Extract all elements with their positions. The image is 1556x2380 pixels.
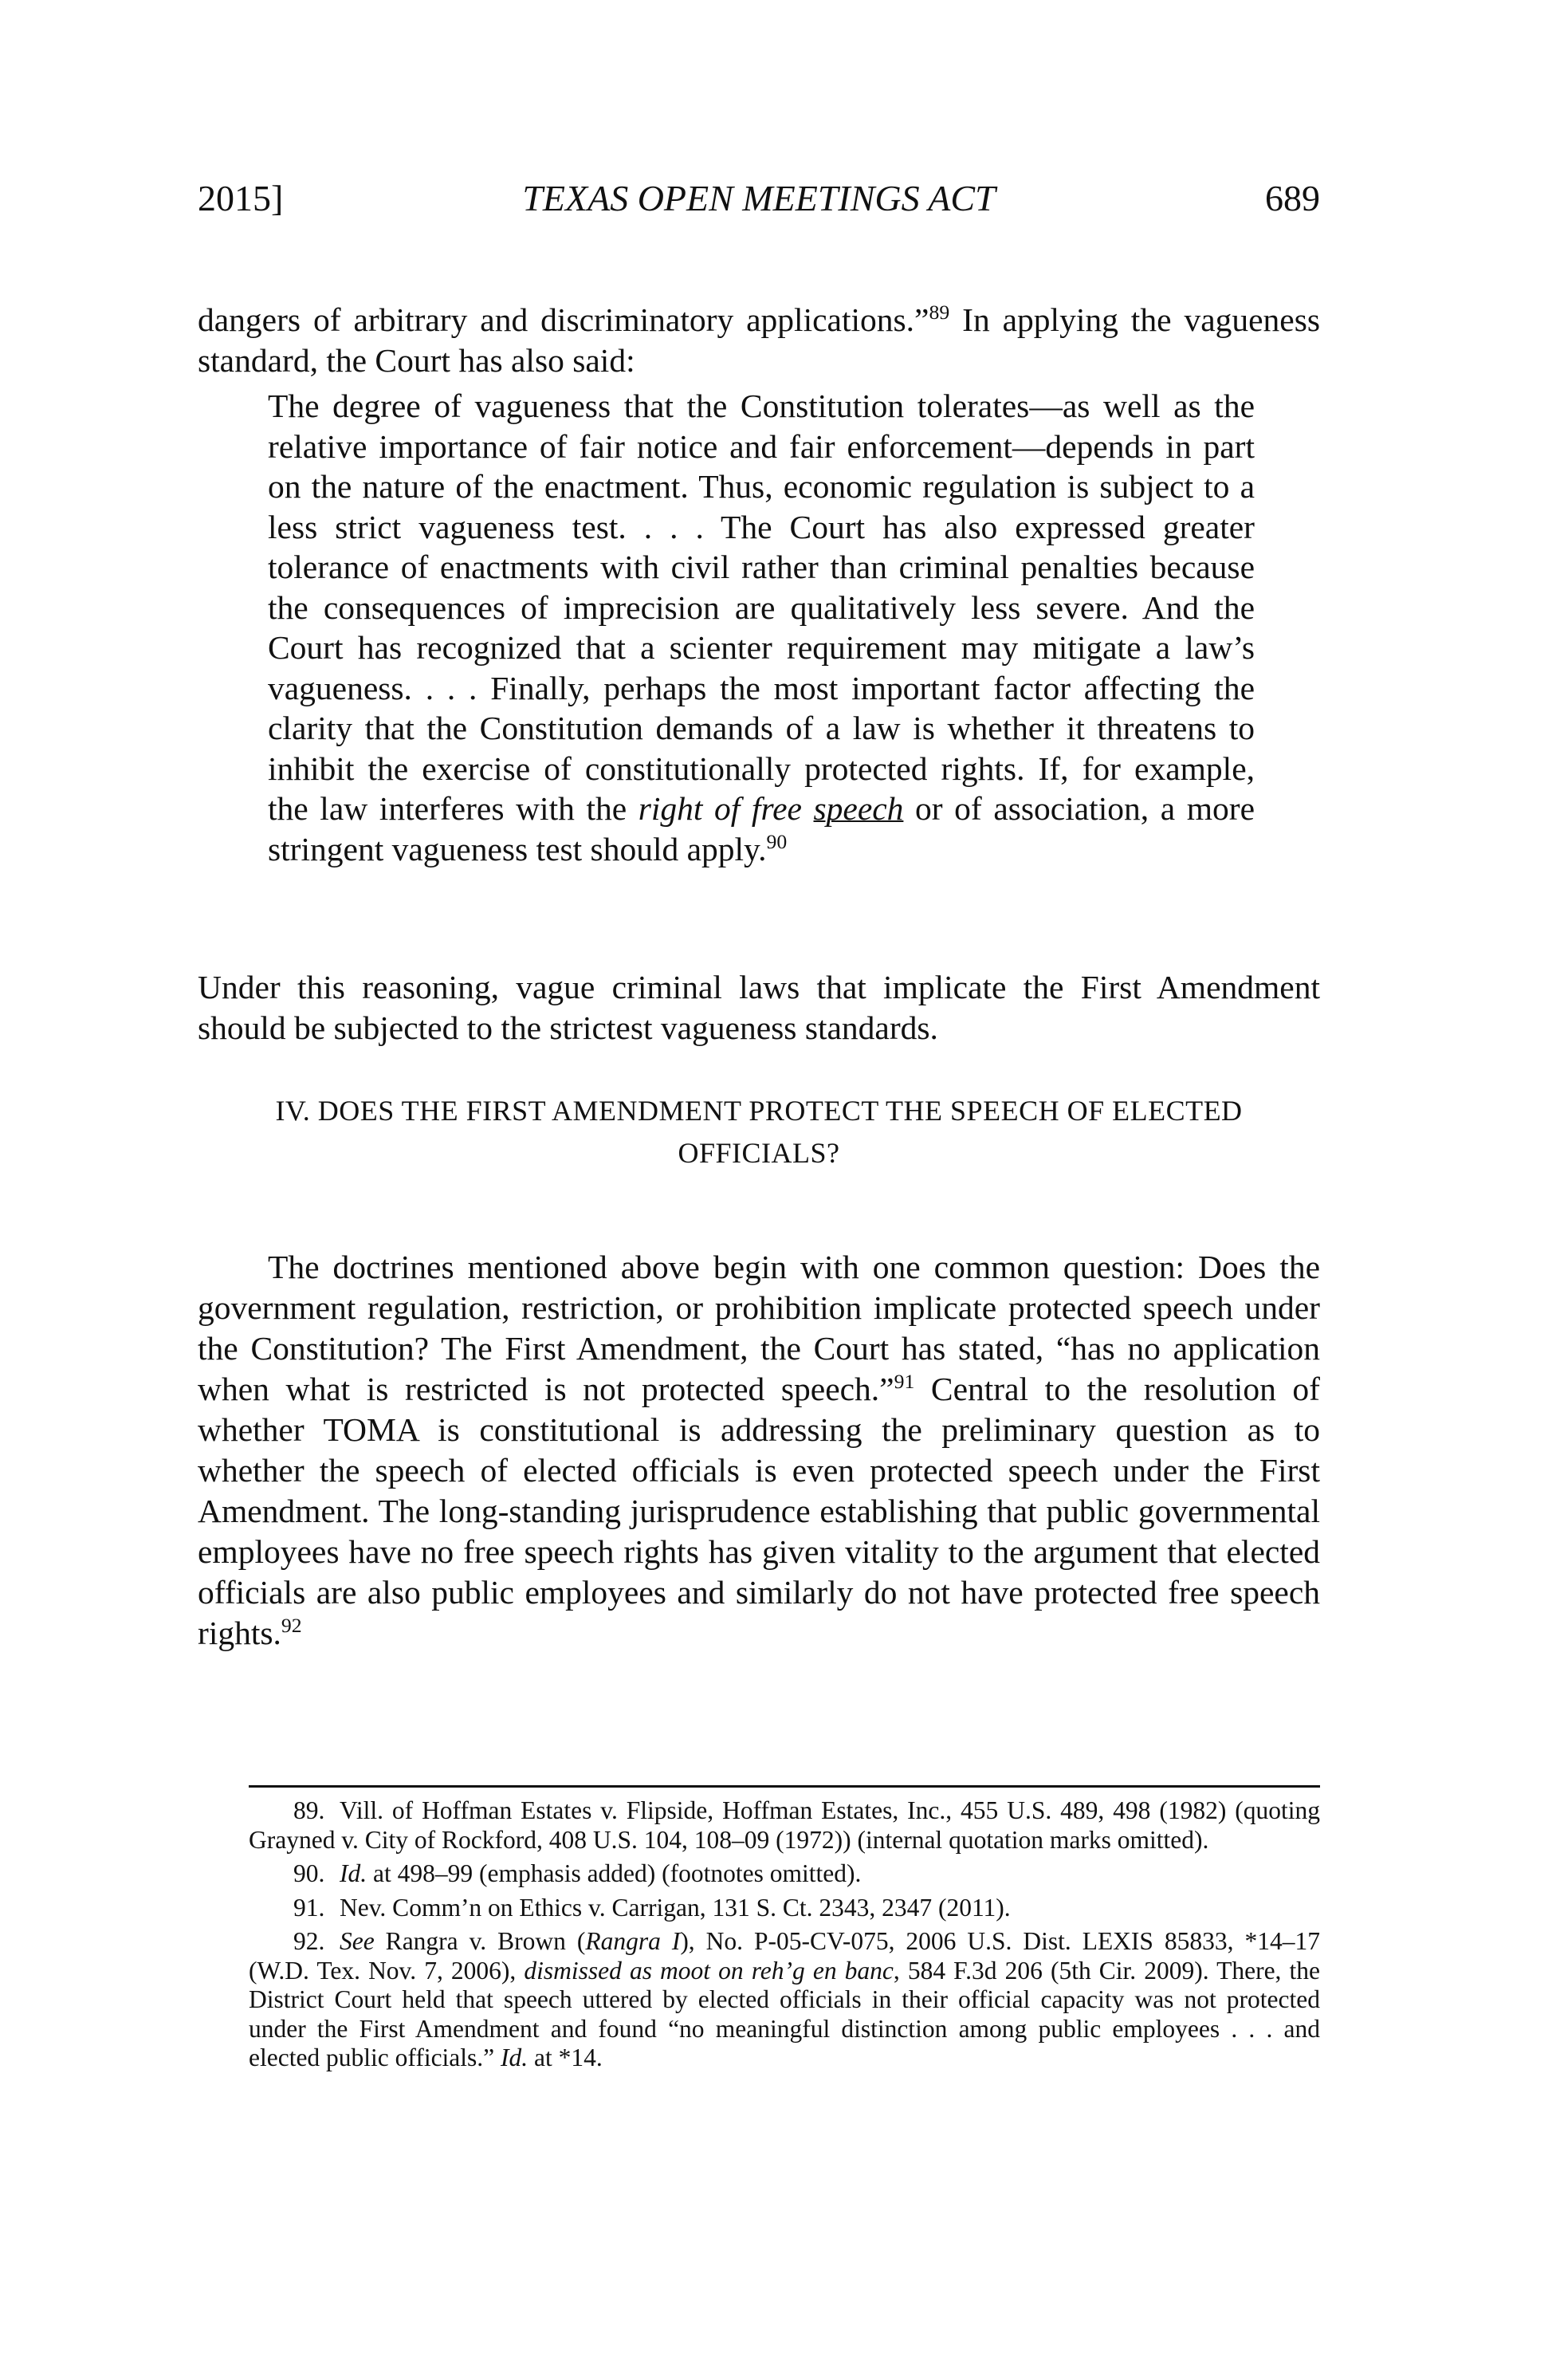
footnote-number: 90. <box>293 1859 325 1887</box>
footnote-text: , 584 F.3d 206 (5th Cir. 2009). There, the District Court held that speech uttered by elected officials in their official capacity was not protected under the First Amendment and found “no meaningful distinction among public employees . . . and elected public officials.” <box>249 1956 1320 2071</box>
footnote-ref-90: 90 <box>766 829 788 853</box>
section-heading-line-2: OFFICIALS? <box>678 1137 840 1169</box>
footnote-text: Vill. of Hoffman Estates v. Flipside, Hoffman Estates, Inc., 455 U.S. 489, 498 (1982) (quoting Grayned v. City of Rockford, 408 U.S. 104, 108–09 (1972)) (internal quotation marks omitted). <box>249 1796 1320 1854</box>
footnote-id-signal: Id. <box>340 1859 367 1887</box>
footnote-89 <box>249 1796 1320 1855</box>
running-head <box>198 177 1320 225</box>
footnote-text: at *14. <box>528 2044 603 2071</box>
block-quote <box>268 386 1255 869</box>
footnote-number: 92. <box>293 1927 325 1955</box>
header-year: 2015] <box>198 178 284 218</box>
footnote-see-signal: See <box>340 1927 375 1955</box>
footnote-90 <box>249 1859 1320 1889</box>
section-heading <box>198 1090 1320 1174</box>
footnote-text: Rangra v. Brown ( <box>374 1927 586 1955</box>
footnote-text: Nev. Comm’n on Ethics v. Carrigan, 131 S. Ct. 2343, 2347 (2011). <box>340 1893 1011 1922</box>
footnote-divider <box>249 1785 1320 1788</box>
paragraph-section-iv <box>198 1247 1320 1654</box>
footnote-ref-91: 91 <box>894 1370 915 1394</box>
footnote-text: ), No. P-05-CV-075, 2006 U.S. Dist. LEXIS 85833, *14–17 (W.D. Tex. Nov. 7, 2006), <box>249 1927 1320 1985</box>
paragraph-section-iv-text-2: Central to the resolution of whether TOMA is constitutional is addressing the preliminary question as to whether the speech of elected officials is even protected speech under the First Amendment. The long-standing jurisprudence establishing that public governmental employees have no free speech rights has given vitality to the argument that elected officials are also public employees and similarly do not have protected free speech rights. <box>198 1371 1320 1651</box>
paragraph-intro-text: dangers of arbitrary and discriminatory applications.” <box>198 301 929 338</box>
block-quote-emphasis: right of free <box>638 790 814 827</box>
footnote-subsequent-history: dismissed as moot on reh’g en banc <box>524 1956 894 1985</box>
paragraph-intro <box>198 300 1320 381</box>
section-heading-line-1: IV. DOES THE FIRST AMENDMENT PROTECT THE SPEECH OF ELECTED <box>275 1095 1243 1127</box>
footnote-92 <box>249 1927 1320 2073</box>
footnote-id-signal: Id. <box>501 2044 528 2071</box>
footnote-ref-92: 92 <box>281 1614 302 1638</box>
footnote-ref-89: 89 <box>929 301 950 325</box>
footnote-number: 91. <box>293 1893 325 1922</box>
header-title: TEXAS OPEN MEETINGS ACT <box>522 178 996 218</box>
footnote-short-cite: Rangra I <box>585 1927 681 1955</box>
paragraph-section-iv-text: The doctrines mentioned above begin with one common question: Does the government regulation, restriction, or prohibition implicate protected speech under the Constitution? The First Amendment, the Court has stated, “has no application when what is restricted is not protected speech.” <box>198 1249 1320 1407</box>
block-quote-text-end: or of association, a more stringent vagueness test should apply. <box>268 790 1255 867</box>
footnote-number: 89. <box>293 1796 325 1824</box>
block-quote-text: The degree of vagueness that the Constitution tolerates—as well as the relative importance of fair notice and fair enforcement—depends in part on the nature of the enactment. Thus, economic regulation is subject to a less strict vagueness test. . . . The Court has also expressed greater tolerance of enactments with civil rather than criminal penalties because the consequences of imprecision are qualitatively less severe. And the Court has recognized that a scienter requirement may mitigate a law’s vagueness. . . . Finally, perhaps the most important factor affecting the clarity that the Constitution demands of a law is whether it threatens to inhibit the exercise of constitutionally protected rights. If, for example, the law interferes with the <box>268 387 1255 827</box>
footnote-text: at 498–99 (emphasis added) (footnotes omitted). <box>367 1859 862 1887</box>
footnote-91 <box>249 1894 1320 1923</box>
paragraph-intro-text-2: In applying the vagueness standard, the Court has also said: <box>198 301 1321 379</box>
block-quote-emphasis-underlined: speech <box>813 790 904 827</box>
paragraph-after-quote: Under this reasoning, vague criminal laws that implicate the First Amendment should be subjected to the strictest vagueness standards. <box>198 969 1320 1046</box>
page-number: 689 <box>1265 178 1320 218</box>
footnotes <box>249 1796 1320 2078</box>
